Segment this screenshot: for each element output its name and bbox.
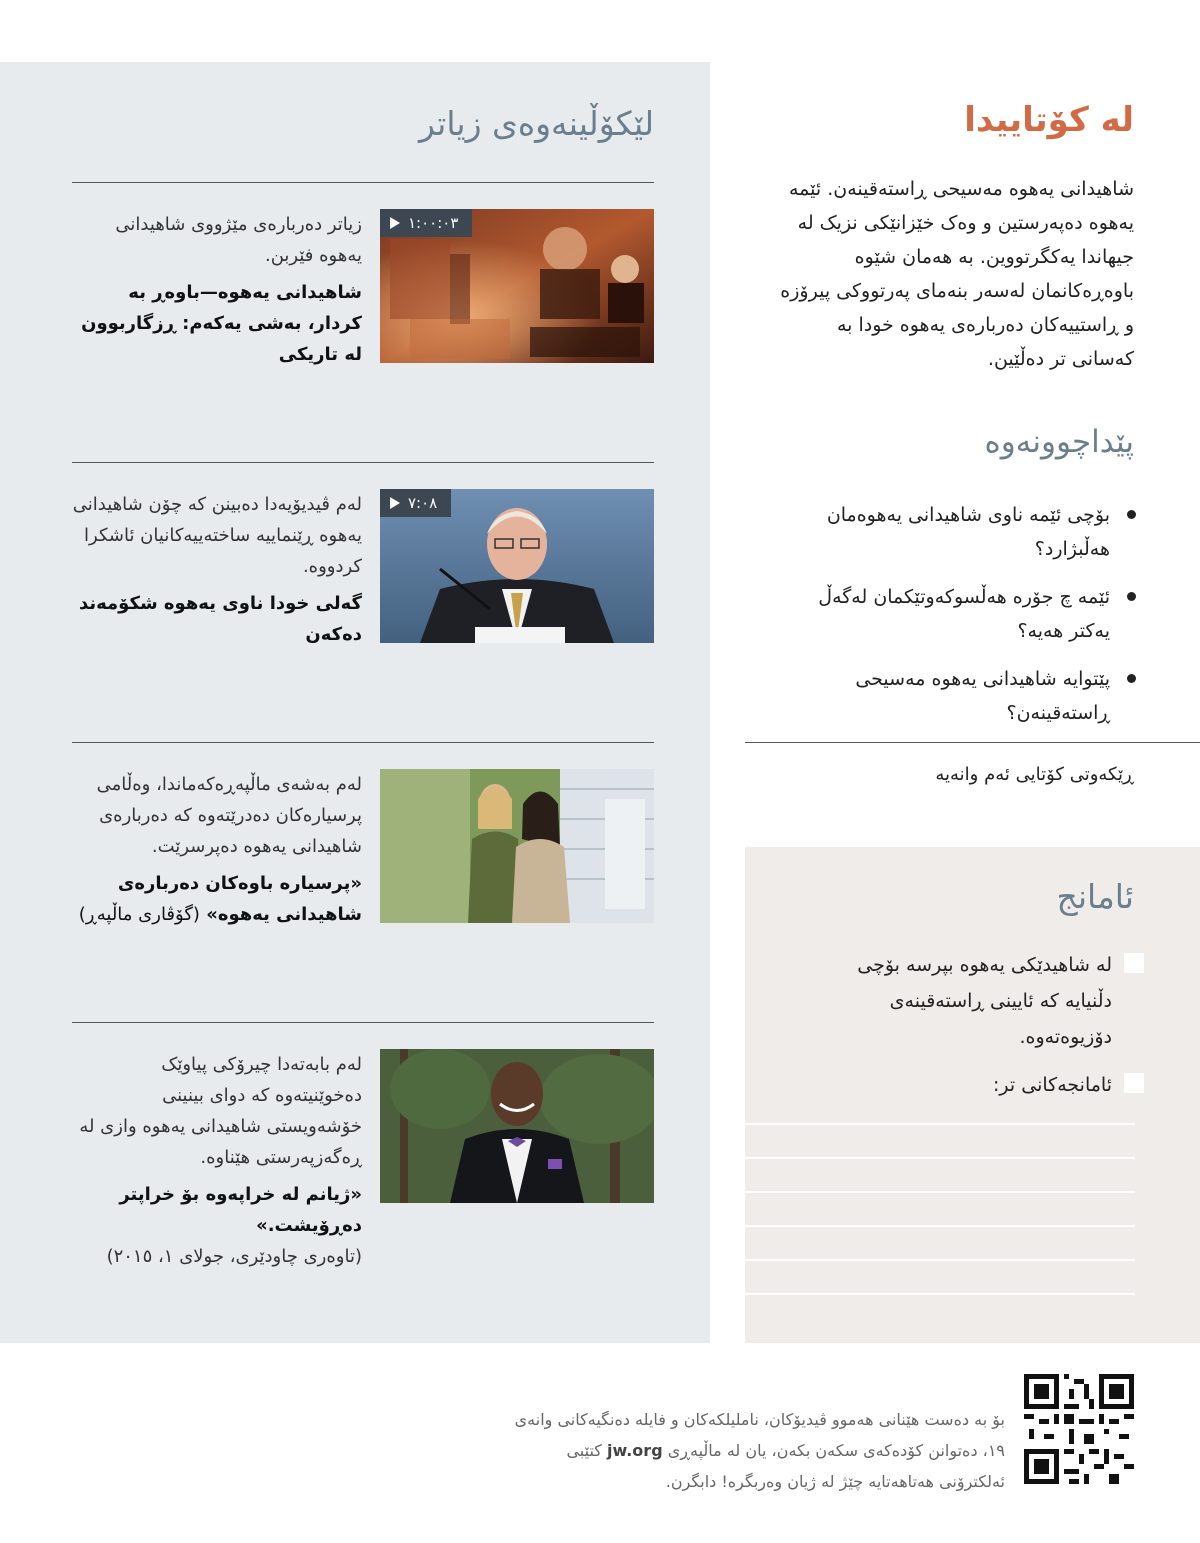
study-item-link[interactable]: شاهیدانی یەهوە—باوەڕ بە کردار، بەشی یەکەم: ڕزگاربوون لە تاریکی xyxy=(81,282,362,365)
review-item-text: بۆچی ئێمە ناوی شاهیدانی یەهوەمان هەڵبژارد؟ xyxy=(826,504,1110,560)
review-item xyxy=(800,662,1114,730)
divider xyxy=(72,1022,654,1023)
door-to-door-image xyxy=(380,769,654,923)
study-item-text xyxy=(72,209,362,370)
writing-line[interactable] xyxy=(745,1123,1135,1125)
writing-line[interactable] xyxy=(745,1225,1135,1227)
writing-line[interactable] xyxy=(745,1259,1135,1261)
study-item-description: زیاتر دەربارەی مێژووی شاهیدانی یەهوە فێربن. xyxy=(115,214,362,266)
video-thumbnail-history[interactable] xyxy=(380,209,654,363)
review-item xyxy=(800,580,1114,648)
bullet-icon xyxy=(1127,510,1136,519)
study-item-description: لەم ڤیدیۆیەدا دەبینن کە چۆن شاهیدانی یەهوە ڕێنماییە ساختەییەکانیان ئاشکرا کردووە. xyxy=(72,494,362,577)
further-study-panel xyxy=(0,62,710,1343)
study-item-link-wrapper xyxy=(72,868,362,930)
video-duration-badge xyxy=(380,489,451,517)
study-item-link[interactable]: «ژیانم لە خراپەوە بۆ خراپتر دەڕۆیشت.» xyxy=(119,1184,362,1236)
smiling-man-image xyxy=(380,1049,654,1203)
play-icon xyxy=(390,217,400,229)
summary-title: لە کۆتاییدا xyxy=(964,100,1134,140)
review-item xyxy=(800,498,1114,566)
writing-line[interactable] xyxy=(745,1293,1135,1295)
footer-text-after: کتێبی ئەلکترۆنی هەتاهەتایە چێژ لە ژیان وەربگرە! دابگرن. xyxy=(566,1441,1005,1491)
lesson-completion-date-label: ڕێکەوتی کۆتایی ئەم وانەیە xyxy=(935,764,1134,785)
summary-paragraph: شاهیدانی یەهوە مەسیحی ڕاستەقینەن. ئێمە یەهوە دەپەرستین و وەک خێزانێکی نزیک لە جیهاندا یەکگرتووین. بە هەمان شێوە باوەڕەکانمان لەسەر بنەمای پەرتووکی پیرۆزە و ڕاستییەکان دەربارەی یەهوە خودا بە کەسانی تر دەڵێین. xyxy=(780,178,1134,370)
duration-label: ٧:٠٨ xyxy=(408,494,438,512)
further-study-title: لێکۆڵینەوەی زیاتر xyxy=(418,104,654,143)
video-duration-badge xyxy=(380,209,472,237)
study-item-text xyxy=(72,769,362,930)
divider xyxy=(72,462,654,463)
play-icon xyxy=(390,497,400,509)
divider xyxy=(72,742,654,743)
goal-checkbox[interactable] xyxy=(1124,953,1144,973)
video-thumbnail-speaker[interactable] xyxy=(380,489,654,643)
study-item-source: (تاوەری چاودێری، جولای ١، ٢٠١٥) xyxy=(106,1246,362,1267)
goal-checkbox[interactable] xyxy=(1124,1073,1144,1093)
review-item-text: پێتوایە شاهیدانی یەهوە مەسیحی ڕاستەقینەن؟ xyxy=(855,668,1110,724)
study-item-description: لەم بابەتەدا چیرۆکی پیاوێک دەخوێنیتەوە کە دوای بینینی خۆشەویستی شاهیدانی یەهوە وازی لە ڕەگەزپەرستی هێناوە. xyxy=(79,1054,362,1168)
review-title: پێداچوونەوە xyxy=(984,424,1134,460)
footer-text-before: بۆ بە دەست هێنانی هەموو ڤیدیۆکان، ناملیلکەکان و فایلە دەنگیەکانی وانەی ١٩، دەتوانن کۆدەکەی سکەن بکەن، یان لە ماڵپەڕی xyxy=(514,1410,1005,1460)
study-item-description: لەم بەشەی ماڵپەڕەکەماندا، وەڵامی پرسیارەکان دەدرێتەوە کە دەربارەی شاهیدانی یەهوە دەپرسرێت. xyxy=(96,774,362,857)
goal-text: ئامانجەکانی تر: xyxy=(993,1074,1112,1096)
divider xyxy=(745,742,1200,743)
divider xyxy=(72,182,654,183)
goals-box xyxy=(745,847,1200,1343)
review-item-text: ئێمە چ جۆرە هەڵسوکەوتێکمان لەگەڵ یەکتر هەیە؟ xyxy=(818,586,1110,642)
goals-title: ئامانج xyxy=(1056,877,1134,916)
bullet-icon xyxy=(1127,592,1136,601)
footer-text xyxy=(500,1404,1005,1497)
bullet-icon xyxy=(1127,674,1136,683)
study-item-link[interactable]: گەلی خودا ناوی یەهوە شکۆمەند دەکەن xyxy=(78,593,362,645)
qr-code-icon[interactable] xyxy=(1024,1374,1134,1484)
writing-line[interactable] xyxy=(745,1191,1135,1193)
study-item-text xyxy=(72,1049,362,1272)
qr-code-graphic xyxy=(1024,1374,1134,1484)
duration-label: ١:٠٠:٠٣ xyxy=(408,214,459,232)
website-link[interactable]: jw.org xyxy=(606,1441,663,1460)
review-list xyxy=(800,498,1114,744)
study-item-text xyxy=(72,489,362,650)
study-item-link[interactable]: «پرسیارە باوەکان دەربارەی شاهیدانی یەهوە» xyxy=(117,873,362,925)
study-item-source: (گۆڤاری ماڵپەڕ) xyxy=(78,904,200,925)
image-thumbnail-door[interactable] xyxy=(380,769,654,923)
writing-line[interactable] xyxy=(745,1157,1135,1159)
image-thumbnail-man[interactable] xyxy=(380,1049,654,1203)
goal-text: لە شاهیدێکی یەهوە بپرسە بۆچی دڵنیایە کە ئایینی ڕاستەقینەی دۆزیوەتەوە. xyxy=(857,954,1112,1048)
